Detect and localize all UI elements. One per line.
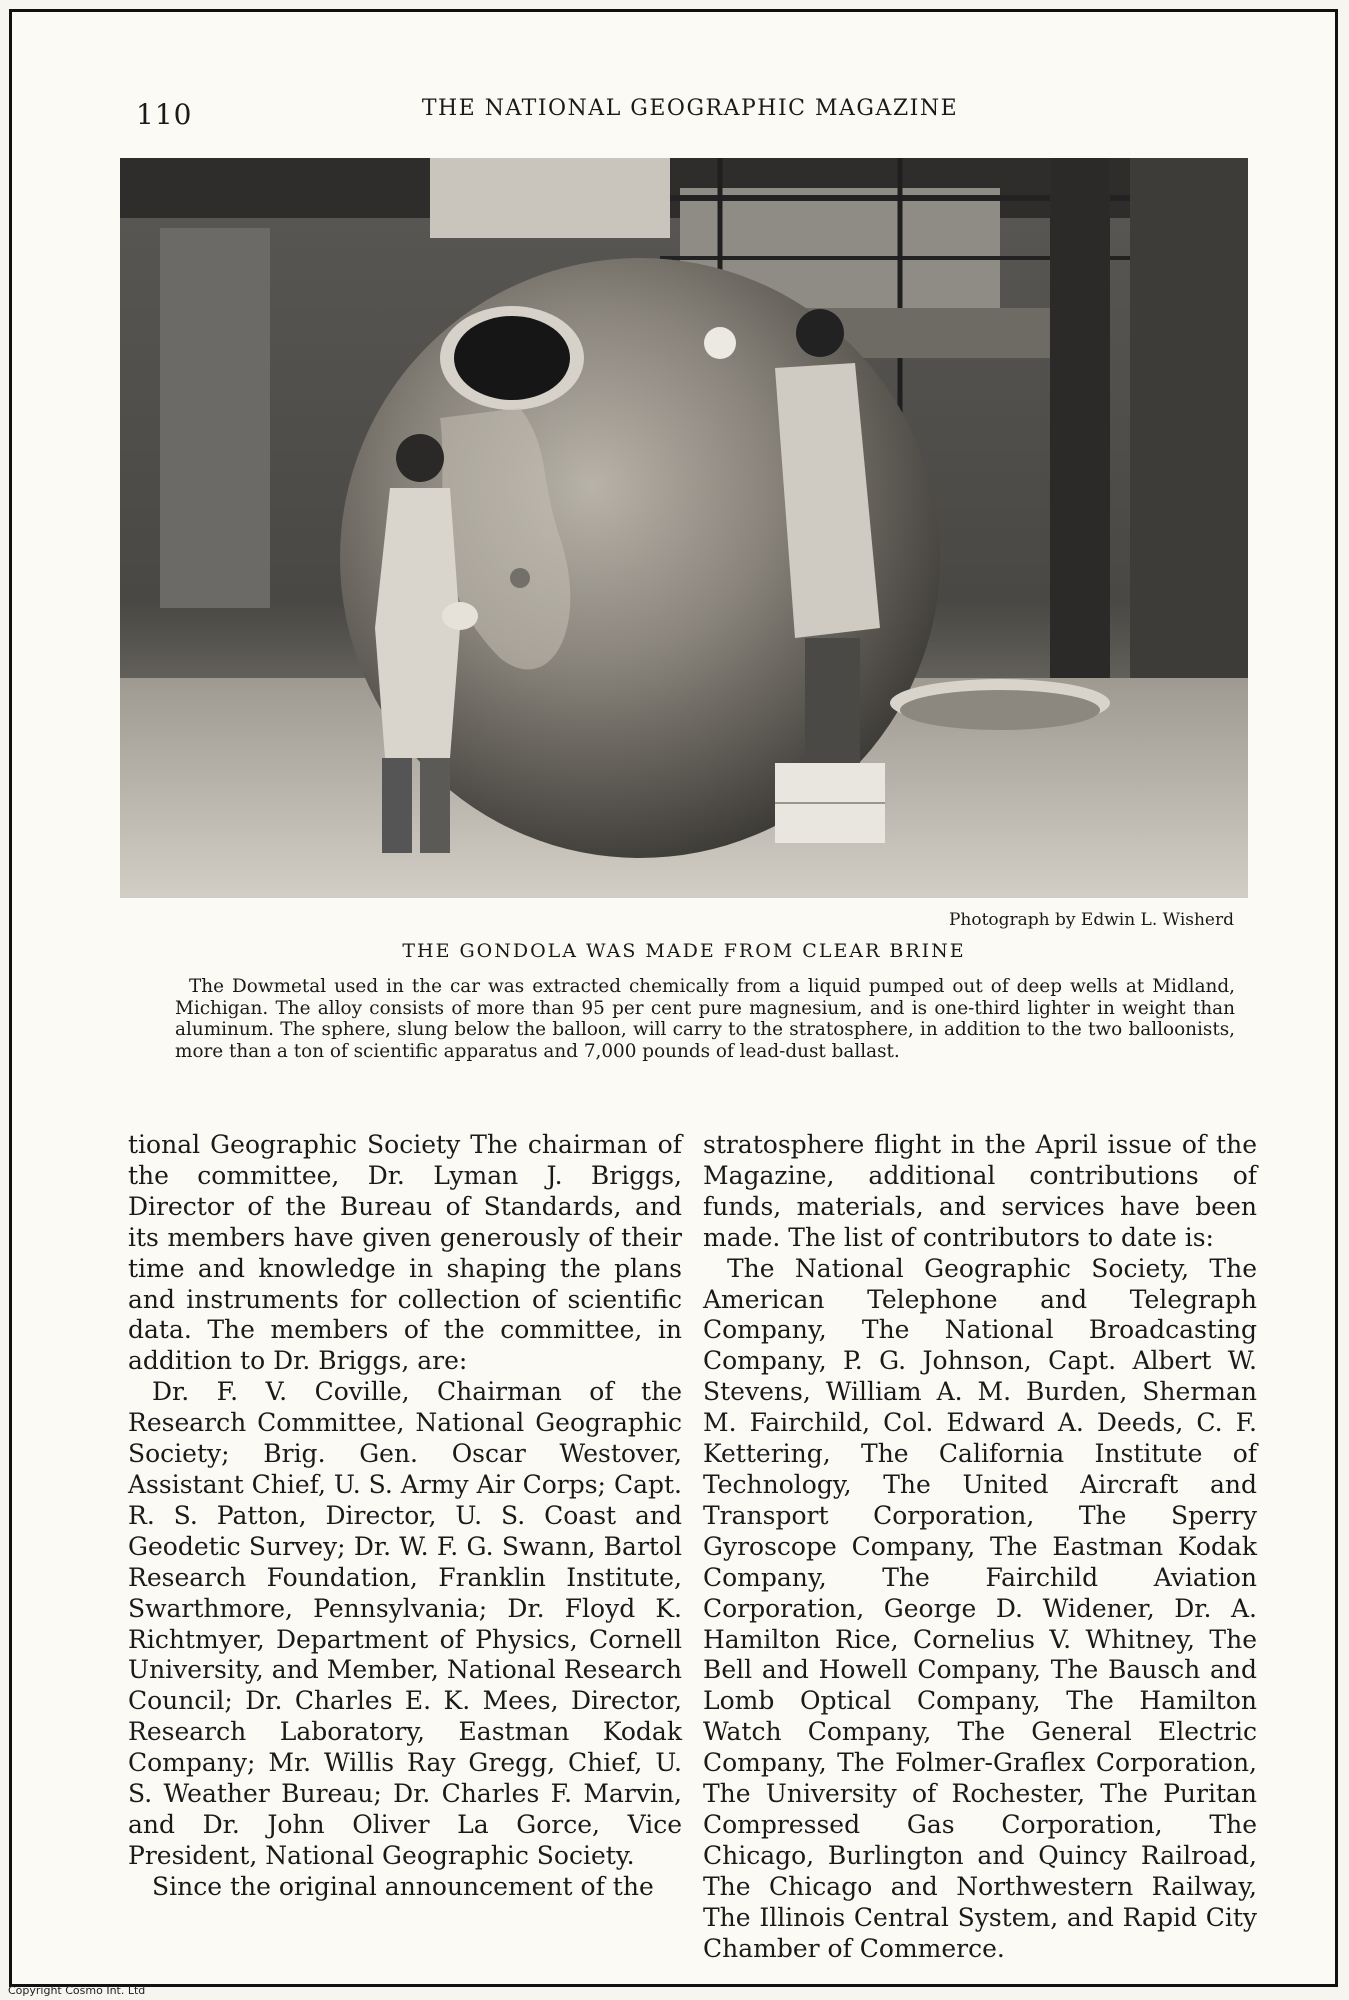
body-paragraph: tional Geographic Society The chairman of the committee, Dr. Lyman J. Briggs, Director of the Bureau of Standards, and its members have given generously of their time and knowledge in shaping the plans and instruments for collection of scientific data. The members of the committee, in addition to Dr. Briggs, are: — [128, 1130, 682, 1376]
caption-paragraph: The Dowmetal used in the car was extracted chemically from a liquid pumped out of deep wells at Midland, Michigan. The alloy consists of more than 95 per cent pure magnesium, and is one-third lighter in weight than aluminum. The sphere, slung below the balloon, will carry to the stratosphere, in addition to the two balloonists, more than a ton of scientific apparatus and 7,000 pounds of lead-dust ballast. — [175, 976, 1235, 1063]
gondola-photograph — [120, 158, 1248, 898]
body-column-right — [703, 1130, 1257, 1964]
body-paragraph: Since the original announcement of the — [152, 1871, 654, 1901]
page-number: 110 — [136, 98, 193, 131]
gondola-photo-illustration — [120, 158, 1248, 898]
running-title: THE NATIONAL GEOGRAPHIC MAGAZINE — [421, 96, 959, 121]
caption-title: THE GONDOLA WAS MADE FROM CLEAR BRINE — [402, 940, 966, 962]
photo-credit: Photograph by Edwin L. Wisherd — [948, 910, 1234, 930]
body-paragraph: Dr. F. V. Coville, Chairman of the Research Committee, National Geographic Society; Brig. Gen. Oscar Westover, Assistant Chief, U. S. Army Air Corps; Capt. R. S. Patton, Director, U. S. Coast and Geodetic Survey; Dr. W. F. G. Swann, Bartol Research Foundation, Franklin Institute, Swarthmore, Pennsylvania; Dr. Floyd K. Richtmyer, Department of Physics, Cornell University, and Member, National Research Council; Dr. Charles E. K. Mees, Director, Research Laboratory, Eastman Kodak Company; Mr. Willis Ray Gregg, Chief, U. S. Weather Bureau; Dr. Charles F. Marvin, and Dr. John Oliver La Gorce, Vice President, National Geographic Society. — [128, 1377, 682, 1870]
body-paragraph: stratosphere flight in the April issue of the Magazine, additional contributions of funds, materials, and services have been made. The list of contributors to date is: — [703, 1130, 1257, 1252]
caption-text — [175, 976, 1235, 1063]
body-paragraph: The National Geographic Society, The American Telephone and Telegraph Company, The National Broadcasting Company, P. G. Johnson, Capt. Albert W. Stevens, William A. M. Burden, Sherman M. Fairchild, Col. Edward A. Deeds, C. F. Kettering, The California Institute of Technology, The United Aircraft and Transport Corporation, The Sperry Gyroscope Company, The Eastman Kodak Company, The Fairchild Aviation Corporation, George D. Widener, Dr. A. Hamilton Rice, Cornelius V. Whitney, The Bell and Howell Company, The Bausch and Lomb Optical Company, The Hamilton Watch Company, The General Electric Company, The Folmer-Graflex Corporation, The University of Rochester, The Puritan Compressed Gas Corporation, The Chicago, Burlington and Quincy Railroad, The Chicago and Northwestern Railway, The Illinois Central System, and Rapid City Chamber of Commerce. — [703, 1253, 1257, 1963]
copyright-notice: Copyright Cosmo Int. Ltd — [8, 1984, 146, 1997]
body-column-left — [128, 1130, 682, 1903]
